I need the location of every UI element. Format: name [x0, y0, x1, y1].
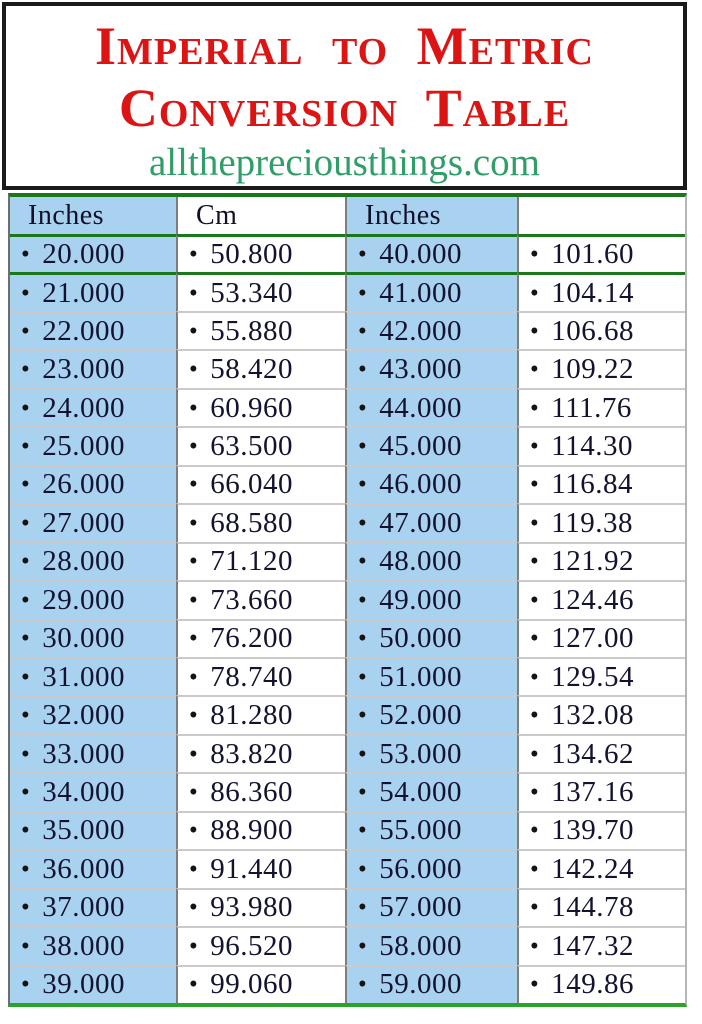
- bullet-icon: •: [189, 317, 199, 345]
- table-cell: [345, 657, 517, 695]
- bullet-icon: •: [530, 471, 540, 499]
- cell-value: 60.960: [210, 391, 294, 424]
- cell-value: 116.84: [551, 468, 633, 501]
- table-cell: [176, 811, 345, 849]
- table-cell: [517, 503, 685, 541]
- table-cell: [176, 503, 345, 541]
- table-cell: [345, 234, 517, 272]
- cell-value: 96.520: [210, 929, 294, 962]
- table-cell: [176, 734, 345, 772]
- cell-value: 93.980: [210, 891, 294, 924]
- bullet-icon: •: [189, 548, 199, 576]
- cell-value: 43.000: [379, 353, 463, 386]
- table-cell: [176, 926, 345, 964]
- cell-value: 54.000: [379, 776, 463, 809]
- bullet-icon: •: [21, 663, 31, 691]
- column-header: [517, 197, 685, 234]
- table-cell: [176, 772, 345, 810]
- table-cell: [10, 272, 176, 310]
- cell-value: 24.000: [42, 391, 126, 424]
- bullet-icon: •: [358, 625, 368, 653]
- table-cell: [10, 657, 176, 695]
- table-cell: [10, 503, 176, 541]
- cell-value: 40.000: [379, 238, 463, 271]
- table-cell: [10, 888, 176, 926]
- cell-value: 56.000: [379, 852, 463, 885]
- table-cell: [345, 311, 517, 349]
- table-cell: [345, 580, 517, 618]
- bullet-icon: •: [530, 855, 540, 883]
- bullet-icon: •: [530, 894, 540, 922]
- cell-value: 55.000: [379, 814, 463, 847]
- bullet-icon: •: [21, 894, 31, 922]
- table-cell: [345, 349, 517, 387]
- table-cell: [517, 772, 685, 810]
- bullet-icon: •: [21, 702, 31, 730]
- bullet-icon: •: [358, 894, 368, 922]
- bullet-icon: •: [189, 971, 199, 999]
- table-cell: [345, 388, 517, 426]
- table-cell: [10, 772, 176, 810]
- cell-value: 137.16: [551, 776, 635, 809]
- bullet-icon: •: [530, 625, 540, 653]
- table-cell: [345, 965, 517, 1003]
- bullet-icon: •: [358, 817, 368, 845]
- cell-value: 99.060: [210, 968, 294, 1001]
- bullet-icon: •: [21, 740, 31, 768]
- cell-value: 91.440: [210, 852, 294, 885]
- bullet-icon: •: [21, 432, 31, 460]
- bullet-icon: •: [358, 548, 368, 576]
- cell-value: 114.30: [551, 429, 633, 462]
- bullet-icon: •: [358, 740, 368, 768]
- bullet-icon: •: [21, 971, 31, 999]
- table-cell: [517, 311, 685, 349]
- cell-value: 144.78: [551, 891, 635, 924]
- cell-value: 58.000: [379, 929, 463, 962]
- bullet-icon: •: [358, 702, 368, 730]
- bullet-icon: •: [530, 586, 540, 614]
- cell-value: 71.120: [210, 545, 294, 578]
- cell-value: 66.040: [210, 468, 294, 501]
- cell-value: 109.22: [551, 353, 635, 386]
- cell-value: 83.820: [210, 737, 294, 770]
- bullet-icon: •: [358, 971, 368, 999]
- table-cell: [517, 349, 685, 387]
- table-cell: [345, 772, 517, 810]
- bullet-icon: •: [358, 432, 368, 460]
- table-cell: [345, 542, 517, 580]
- bullet-icon: •: [189, 740, 199, 768]
- table-cell: [345, 503, 517, 541]
- bullet-icon: •: [530, 817, 540, 845]
- cell-value: 39.000: [42, 968, 126, 1001]
- cell-value: 41.000: [379, 276, 463, 309]
- table-cell: [517, 272, 685, 310]
- table-cell: [176, 349, 345, 387]
- table-cell: [10, 349, 176, 387]
- bullet-icon: •: [358, 663, 368, 691]
- cell-value: 36.000: [42, 852, 126, 885]
- cell-value: 44.000: [379, 391, 463, 424]
- cell-value: 42.000: [379, 314, 463, 347]
- bullet-icon: •: [358, 241, 368, 269]
- cell-value: 111.76: [551, 391, 632, 424]
- bullet-icon: •: [189, 241, 199, 269]
- bullet-icon: •: [189, 817, 199, 845]
- cell-value: 142.24: [551, 852, 635, 885]
- cell-value: 38.000: [42, 929, 126, 962]
- bullet-icon: •: [358, 779, 368, 807]
- cell-value: 58.420: [210, 353, 294, 386]
- cell-value: 57.000: [379, 891, 463, 924]
- cell-value: 63.500: [210, 429, 294, 462]
- column-header: Inches: [10, 197, 176, 234]
- bullet-icon: •: [530, 241, 540, 269]
- bullet-icon: •: [358, 586, 368, 614]
- cell-value: 149.86: [551, 968, 635, 1001]
- bullet-icon: •: [358, 317, 368, 345]
- table-cell: [345, 426, 517, 464]
- table-cell: [10, 234, 176, 272]
- cell-value: 33.000: [42, 737, 126, 770]
- cell-value: 134.62: [551, 737, 635, 770]
- bullet-icon: •: [530, 971, 540, 999]
- bullet-icon: •: [358, 394, 368, 422]
- cell-value: 88.900: [210, 814, 294, 847]
- bullet-icon: •: [21, 356, 31, 384]
- cell-value: 55.880: [210, 314, 294, 347]
- table-cell: [176, 426, 345, 464]
- cell-value: 34.000: [42, 776, 126, 809]
- bullet-icon: •: [21, 932, 31, 960]
- bullet-icon: •: [358, 932, 368, 960]
- table-cell: [517, 965, 685, 1003]
- bullet-icon: •: [530, 432, 540, 460]
- bullet-icon: •: [21, 855, 31, 883]
- table-cell: [517, 426, 685, 464]
- cell-value: 26.000: [42, 468, 126, 501]
- table-cell: [10, 388, 176, 426]
- table-cell: [345, 926, 517, 964]
- bullet-icon: •: [189, 356, 199, 384]
- cell-value: 47.000: [379, 506, 463, 539]
- website-url: allthepreciousthings.com: [149, 141, 540, 184]
- table-cell: [10, 965, 176, 1003]
- table-cell: [345, 619, 517, 657]
- bullet-icon: •: [189, 932, 199, 960]
- table-cell: [345, 695, 517, 733]
- table-cell: [10, 580, 176, 618]
- table-cell: [345, 734, 517, 772]
- cell-value: 101.60: [551, 238, 635, 271]
- header-box: [2, 2, 687, 190]
- bullet-icon: •: [358, 471, 368, 499]
- bullet-icon: •: [530, 663, 540, 691]
- bullet-icon: •: [21, 625, 31, 653]
- table-cell: [517, 234, 685, 272]
- bullet-icon: •: [189, 663, 199, 691]
- bullet-icon: •: [21, 241, 31, 269]
- table-cell: [176, 888, 345, 926]
- table-cell: [176, 542, 345, 580]
- cell-value: 124.46: [551, 583, 635, 616]
- cell-value: 53.340: [210, 276, 294, 309]
- cell-value: 73.660: [210, 583, 294, 616]
- bullet-icon: •: [530, 356, 540, 384]
- bullet-icon: •: [189, 432, 199, 460]
- cell-value: 22.000: [42, 314, 126, 347]
- cell-value: 129.54: [551, 660, 635, 693]
- table-cell: [517, 657, 685, 695]
- table-cell: [10, 426, 176, 464]
- bullet-icon: •: [21, 817, 31, 845]
- cell-value: 78.740: [210, 660, 294, 693]
- table-cell: [345, 849, 517, 887]
- cell-value: 121.92: [551, 545, 635, 578]
- cell-value: 46.000: [379, 468, 463, 501]
- table-cell: [10, 695, 176, 733]
- cell-value: 104.14: [551, 276, 635, 309]
- bullet-icon: •: [530, 394, 540, 422]
- bullet-icon: •: [530, 779, 540, 807]
- bullet-icon: •: [189, 894, 199, 922]
- cell-value: 50.000: [379, 622, 463, 655]
- cell-value: 32.000: [42, 699, 126, 732]
- bullet-icon: •: [189, 702, 199, 730]
- title-line-2: Conversion Table: [118, 78, 571, 138]
- bullet-icon: •: [21, 317, 31, 345]
- bullet-icon: •: [21, 586, 31, 614]
- cell-value: 127.00: [551, 622, 635, 655]
- cell-value: 68.580: [210, 506, 294, 539]
- table-cell: [10, 619, 176, 657]
- cell-value: 20.000: [42, 238, 126, 271]
- table-cell: [345, 811, 517, 849]
- cell-value: 119.38: [551, 506, 633, 539]
- cell-value: 51.000: [379, 660, 463, 693]
- table-cell: [517, 542, 685, 580]
- cell-value: 31.000: [42, 660, 126, 693]
- bullet-icon: •: [21, 471, 31, 499]
- table-cell: [176, 580, 345, 618]
- cell-value: 139.70: [551, 814, 635, 847]
- bullet-icon: •: [530, 317, 540, 345]
- table-cell: [10, 926, 176, 964]
- bullet-icon: •: [530, 702, 540, 730]
- table-cell: [10, 542, 176, 580]
- cell-value: 37.000: [42, 891, 126, 924]
- table-cell: [517, 619, 685, 657]
- table-cell: [10, 811, 176, 849]
- bullet-icon: •: [21, 279, 31, 307]
- bullet-icon: •: [358, 356, 368, 384]
- cell-value: 28.000: [42, 545, 126, 578]
- title-line-1: Imperial to Metric: [94, 16, 594, 76]
- cell-value: 29.000: [42, 583, 126, 616]
- table-cell: [345, 888, 517, 926]
- bullet-icon: •: [189, 586, 199, 614]
- bullet-icon: •: [189, 471, 199, 499]
- cell-value: 27.000: [42, 506, 126, 539]
- table-cell: [517, 734, 685, 772]
- bullet-icon: •: [189, 855, 199, 883]
- cell-value: 50.800: [210, 238, 294, 271]
- table-cell: [176, 234, 345, 272]
- table-cell: [517, 695, 685, 733]
- cell-value: 48.000: [379, 545, 463, 578]
- cell-value: 23.000: [42, 353, 126, 386]
- table-cell: [10, 465, 176, 503]
- cell-value: 106.68: [551, 314, 635, 347]
- cell-value: 53.000: [379, 737, 463, 770]
- bullet-icon: •: [21, 779, 31, 807]
- bullet-icon: •: [189, 779, 199, 807]
- cell-value: 59.000: [379, 968, 463, 1001]
- table-cell: [345, 272, 517, 310]
- table-cell: [517, 849, 685, 887]
- cell-value: 132.08: [551, 699, 635, 732]
- bullet-icon: •: [358, 855, 368, 883]
- bullet-icon: •: [21, 548, 31, 576]
- bullet-icon: •: [189, 509, 199, 537]
- bullet-icon: •: [189, 279, 199, 307]
- table-cell: [10, 849, 176, 887]
- cell-value: 76.200: [210, 622, 294, 655]
- conversion-table: [8, 193, 687, 1007]
- table-cell: [176, 388, 345, 426]
- table-cell: [176, 465, 345, 503]
- bullet-icon: •: [530, 932, 540, 960]
- bullet-icon: •: [21, 509, 31, 537]
- table-cell: [176, 695, 345, 733]
- column-header: Cm: [176, 197, 345, 234]
- table-cell: [176, 965, 345, 1003]
- cell-value: 45.000: [379, 429, 463, 462]
- table-cell: [10, 311, 176, 349]
- table-cell: [517, 465, 685, 503]
- cell-value: 25.000: [42, 429, 126, 462]
- cell-value: 147.32: [551, 929, 635, 962]
- cell-value: 30.000: [42, 622, 126, 655]
- table-cell: [176, 272, 345, 310]
- cell-value: 52.000: [379, 699, 463, 732]
- bullet-icon: •: [530, 548, 540, 576]
- table-cell: [517, 811, 685, 849]
- cell-value: 21.000: [42, 276, 126, 309]
- bullet-icon: •: [21, 394, 31, 422]
- table-cell: [10, 734, 176, 772]
- table-cell: [517, 926, 685, 964]
- cell-value: 86.360: [210, 776, 294, 809]
- bullet-icon: •: [189, 625, 199, 653]
- bullet-icon: •: [530, 279, 540, 307]
- bullet-icon: •: [358, 509, 368, 537]
- table-cell: [517, 580, 685, 618]
- column-header: Inches: [345, 197, 517, 234]
- table-cell: [176, 657, 345, 695]
- bullet-icon: •: [358, 279, 368, 307]
- table-cell: [176, 311, 345, 349]
- table-cell: [517, 888, 685, 926]
- bullet-icon: •: [189, 394, 199, 422]
- cell-value: 49.000: [379, 583, 463, 616]
- cell-value: 81.280: [210, 699, 294, 732]
- cell-value: 35.000: [42, 814, 126, 847]
- table-cell: [176, 619, 345, 657]
- table-cell: [176, 849, 345, 887]
- table-cell: [345, 465, 517, 503]
- bullet-icon: •: [530, 509, 540, 537]
- table-cell: [517, 388, 685, 426]
- bullet-icon: •: [530, 740, 540, 768]
